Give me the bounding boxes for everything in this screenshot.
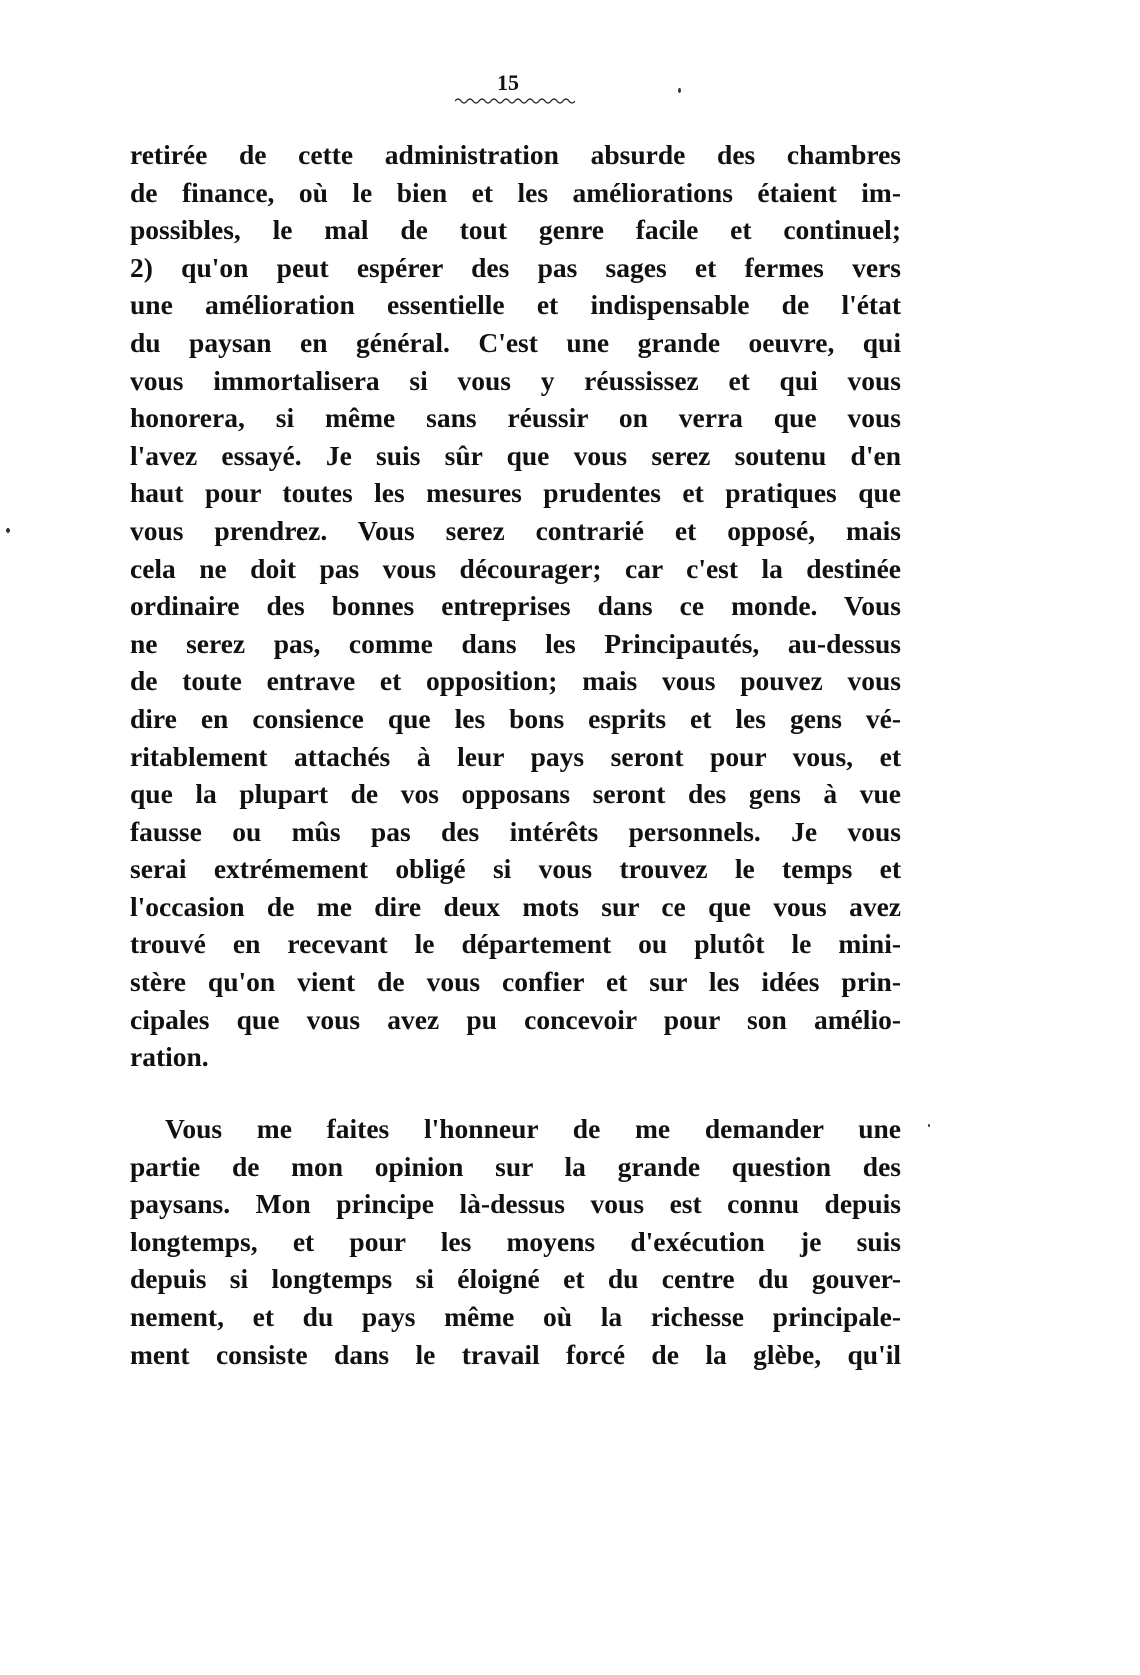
paragraph-2 [130, 1110, 901, 1373]
text-line: nement, et du pays même où la richesse principale- [130, 1300, 901, 1332]
text-line: dire en consience que les bons esprits et les gens vé- [130, 702, 901, 734]
text-line: honorera, si même sans réussir on verra que vous [130, 402, 901, 434]
text-line: Vous me faites l'honneur de me demander une [165, 1113, 901, 1144]
text-line: 2) qu'on peut espérer des pas sages et fermes vers [130, 251, 901, 283]
text-line: possibles, le mal de tout genre facile et continuel; [130, 214, 901, 246]
scan-speck [678, 88, 681, 93]
text-line: ment consiste dans le travail forcé de la glèbe, qu'il [130, 1338, 901, 1370]
text-line: vous immortalisera si vous y réussissez et qui vous [130, 364, 901, 396]
text-line: cipales que vous avez pu concevoir pour son amélio- [130, 1003, 901, 1035]
text-line: de toute entrave et opposition; mais vous pouvez vous [130, 665, 901, 697]
text-line: ritablement attachés à leur pays seront pour vous, et [130, 740, 901, 772]
text-line: retirée de cette administration absurde des chambres [130, 139, 901, 170]
text-line: l'occasion de me dire deux mots sur ce que vous avez [130, 890, 901, 922]
text-line: partie de mon opinion sur la grande question des [130, 1150, 901, 1182]
scan-speck [928, 1124, 930, 1127]
page-number-text: 15 [497, 70, 519, 95]
paragraph-1 [130, 136, 901, 1076]
text-line: depuis si longtemps si éloigné et du centre du gouver- [130, 1263, 901, 1295]
text-line: du paysan en général. C'est une grande oeuvre, qui [130, 326, 901, 358]
text-line: cela ne doit pas vous décourager; car c'est la destinée [130, 552, 901, 584]
text-line: serai extrémement obligé si vous trouvez le temps et [130, 853, 901, 885]
page-number [0, 70, 1140, 96]
text-line: fausse ou mûs pas des intérêts personnels. Je vous [130, 815, 901, 847]
text-line: l'avez essayé. Je suis sûr que vous serez soutenu d'en [130, 439, 901, 471]
text-line: paysans. Mon principe là-dessus vous est connu depuis [130, 1188, 901, 1220]
scan-speck [6, 528, 10, 533]
text-line: haut pour toutes les mesures prudentes et pratiques que [130, 477, 901, 509]
text-line: ne serez pas, comme dans les Principautés, au-dessus [130, 627, 901, 659]
text-line: que la plupart de vos opposans seront des gens à vue [130, 778, 901, 810]
decorative-wavy-rule [455, 96, 575, 106]
text-line: stère qu'on vient de vous confier et sur les idées prin- [130, 966, 901, 998]
text-line: vous prendrez. Vous serez contrarié et opposé, mais [130, 514, 901, 546]
text-line: ration. [130, 1041, 209, 1073]
text-line: trouvé en recevant le département ou plutôt le mini- [130, 928, 901, 960]
text-line: de finance, où le bien et les améliorations étaient im- [130, 176, 901, 208]
text-line: ordinaire des bonnes entreprises dans ce monde. Vous [130, 590, 901, 622]
text-line: longtemps, et pour les moyens d'exécution je suis [130, 1225, 901, 1257]
text-line: une amélioration essentielle et indispensable de l'état [130, 289, 901, 321]
